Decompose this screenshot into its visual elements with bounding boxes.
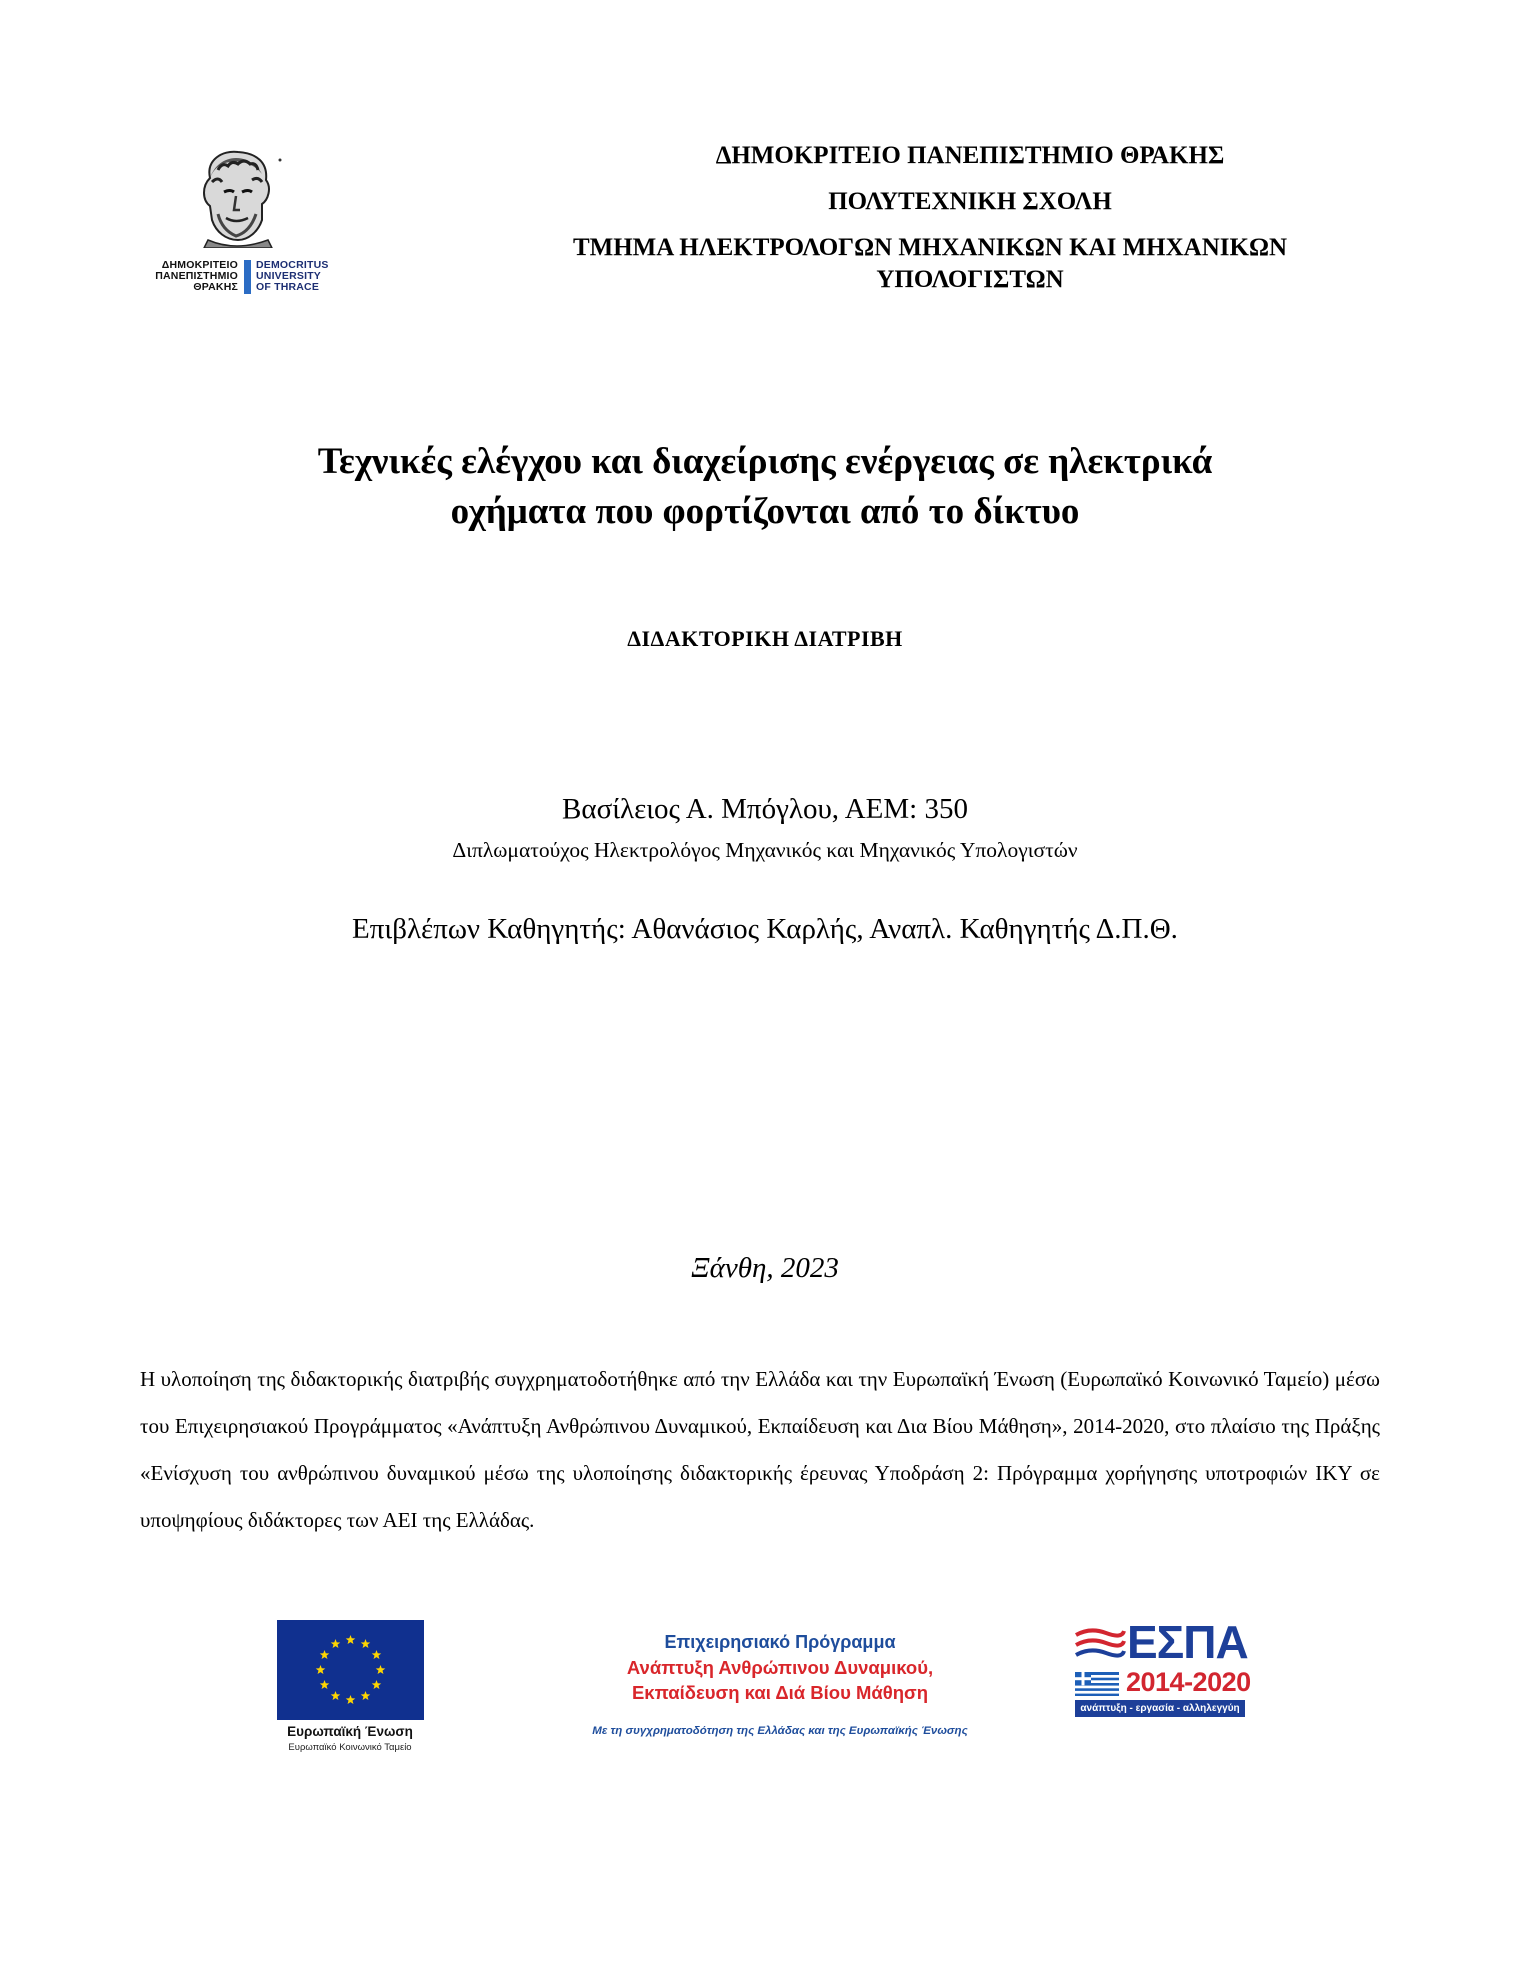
logo-line: ΠΑΝΕΠΙΣΤΗΜΙΟ <box>155 270 238 282</box>
department-name-line1: ΤΜΗΜΑ ΗΛΕΚΤΡΟΛΟΓΩΝ ΜΗΧΑΝΙΚΩΝ ΚΑΙ ΜΗΧΑΝΙΚΩΝ <box>572 234 1288 261</box>
university-logo <box>140 148 340 300</box>
op-line1: Επιχειρησιακό Πρόγραμμα <box>664 1632 896 1652</box>
op-cofunding: Με τη συγχρηματοδότηση της Ελλάδας και της Ευρωπαϊκής Ένωσης <box>592 1725 968 1737</box>
eu-star-icon <box>331 1691 341 1700</box>
eu-name: Ευρωπαϊκή Ένωση <box>287 1724 413 1739</box>
espa-word: ΕΣΠΑ <box>1127 1616 1248 1668</box>
thesis-title-line2: οχήματα που φορτίζονται από το δίκτυο <box>450 491 1080 532</box>
espa-logo <box>1072 1617 1252 1717</box>
place-date: Ξάνθη, 2023 <box>691 1252 839 1284</box>
school-name: ΠΟΛΥΤΕΧΝΙΚΗ ΣΧΟΛΗ <box>828 188 1112 215</box>
logo-line: ΘΡΑΚΗΣ <box>193 281 238 293</box>
espa-waves-icon <box>1072 1625 1126 1665</box>
eu-star-icon <box>320 1650 330 1659</box>
op-line2: Ανάπτυξη Ανθρώπινου Δυναμικού, <box>626 1657 934 1678</box>
eu-star-icon <box>372 1650 382 1659</box>
thesis-title-line1: Τεχνικές ελέγχου και διαχείρισης ενέργειας σε ηλεκτρικά <box>317 441 1213 482</box>
eu-star-icon <box>331 1639 341 1648</box>
operational-programme-logo <box>530 1632 1030 1752</box>
logo-line: OF THRACE <box>256 281 320 293</box>
eu-star-icon <box>372 1680 382 1689</box>
eu-logo <box>274 1620 426 1753</box>
eu-star-icon <box>346 1635 356 1644</box>
eu-star-icon <box>320 1680 330 1689</box>
logo-line: UNIVERSITY <box>256 270 322 282</box>
espa-motto: ανάπτυξη - εργασία - αλληλεγγύη <box>1075 1700 1245 1717</box>
eu-star-icon <box>346 1695 356 1704</box>
logo-line: ΔΗΜΟΚΡΙΤΕΙΟ <box>161 259 238 271</box>
espa-years: 2014-2020 <box>1126 1667 1251 1697</box>
eu-star-icon <box>316 1665 326 1674</box>
eu-star-icon <box>376 1665 386 1674</box>
author-name: Βασίλειος Α. Μπόγλου, ΑΕΜ: 350 <box>562 793 968 825</box>
eu-flag-icon <box>277 1620 424 1720</box>
op-line3: Εκπαίδευση και Διά Βίου Μάθηση <box>631 1682 929 1703</box>
eu-fund: Ευρωπαϊκό Κοινωνικό Ταμείο <box>288 1742 412 1753</box>
author-degree: Διπλωματούχος Ηλεκτρολόγος Μηχανικός και Μηχανικός Υπολογιστών <box>452 838 1078 862</box>
eu-star-icon <box>361 1691 371 1700</box>
university-name: ΔΗΜΟΚΡΙΤΕΙΟ ΠΑΝΕΠΙΣΤΗΜΙΟ ΘΡΑΚΗΣ <box>715 142 1225 169</box>
department-name-line2: ΥΠΟΛΟΓΙΣΤΩΝ <box>876 266 1064 293</box>
eu-star-icon <box>361 1639 371 1648</box>
logo-divider <box>244 260 251 294</box>
supervisor: Επιβλέπων Καθηγητής: Αθανάσιος Καρλής, Αναπλ. Καθηγητής Δ.Π.Θ. <box>352 913 1178 945</box>
logo-line: DEMOCRITUS <box>256 259 329 271</box>
greek-flag-icon <box>1075 1672 1119 1696</box>
logo-text-english <box>256 260 346 293</box>
document-type: ΔΙΔΑΚΤΟΡΙΚΗ ΔΙΑΤΡΙΒΗ <box>627 626 903 651</box>
funding-acknowledgement: Η υλοποίηση της διδακτορικής διατριβής συγχρηματοδοτήθηκε από την Ελλάδα και την Ευρωπαϊκή Ένωση (Ευρωπαϊκό Κοινωνικό Ταμείο) μέσω του Επιχειρησιακού Προγράμματος «Ανάπτυξη Ανθρώπινου Δυναμικού, Εκπαίδευση και Δια Βίου Μάθηση», 2014-2020, στο πλαίσιο της Πράξης «Ενίσχυση του ανθρώπινου δυναμικού μέσω της υλοποίησης διδακτορικής έρευνας Υποδράση 2: Πρόγραμμα χορήγησης υποτροφιών ΙΚΥ σε υποψηφίους διδάκτορες των ΑΕΙ της Ελλάδας. <box>140 1367 1380 1532</box>
logo-text-greek <box>140 260 238 293</box>
democritus-bust-icon <box>188 148 284 248</box>
